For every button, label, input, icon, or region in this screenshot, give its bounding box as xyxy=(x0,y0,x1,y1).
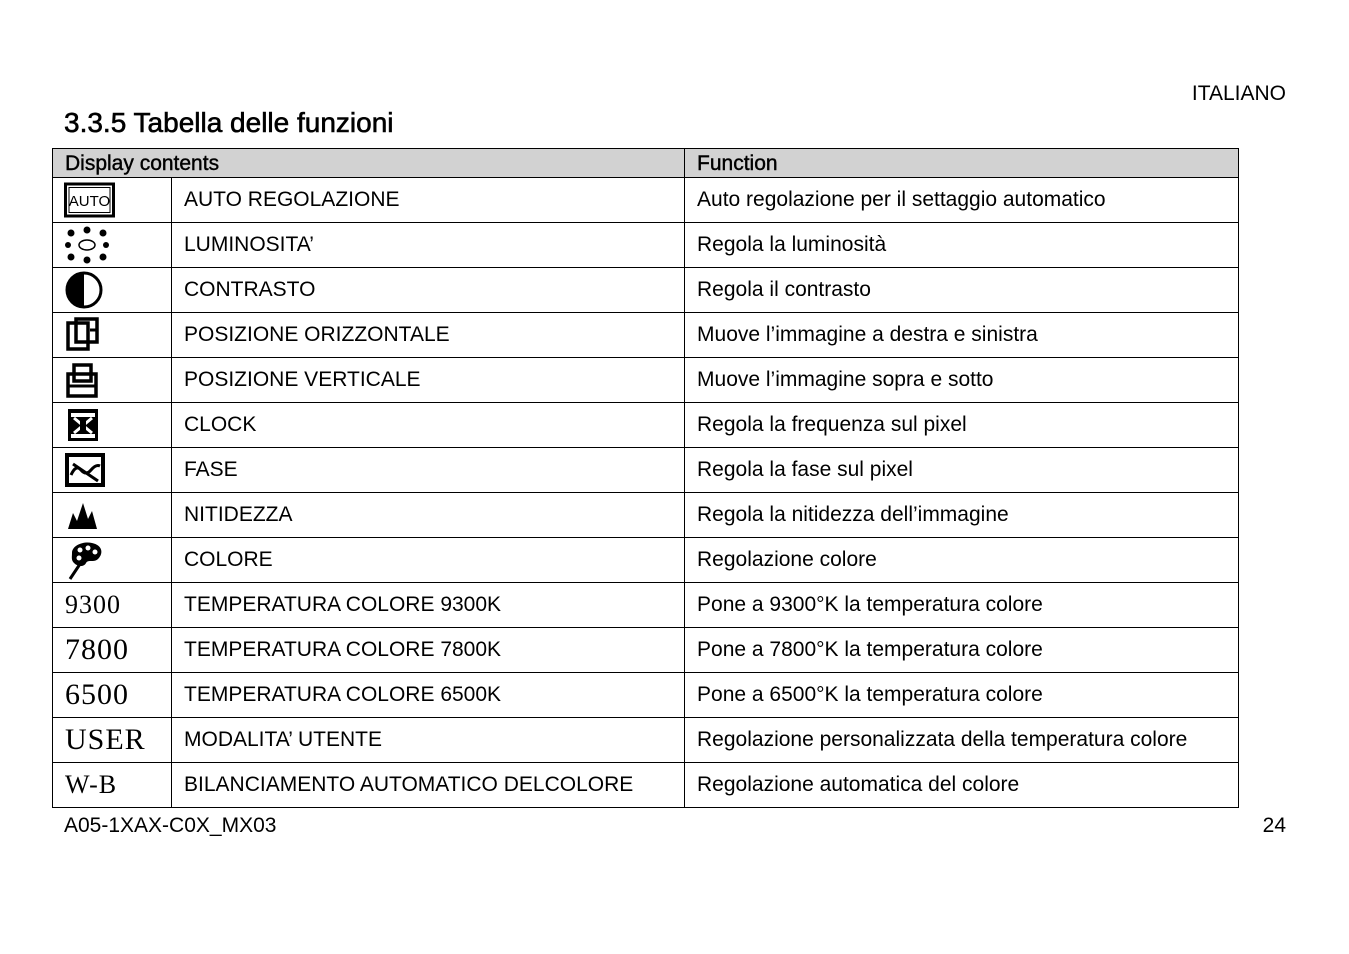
icon-cell xyxy=(53,403,172,448)
horizontal-position-icon xyxy=(64,315,104,355)
table-row xyxy=(53,538,1239,583)
page-number: 24 xyxy=(1262,814,1286,837)
row-name: COLORE xyxy=(172,538,685,583)
table-row xyxy=(53,268,1239,313)
row-function: Regola il contrasto xyxy=(685,268,1239,313)
row-function: Muove l’immagine a destra e sinistra xyxy=(685,313,1239,358)
table-row xyxy=(53,448,1239,493)
table-row xyxy=(53,178,1239,223)
row-function: Muove l’immagine sopra e sotto xyxy=(685,358,1239,403)
row-function: Regola la frequenza sul pixel xyxy=(685,403,1239,448)
row-name: LUMINOSITA’ xyxy=(172,223,685,268)
icon-cell xyxy=(53,178,172,223)
row-name: POSIZIONE VERTICALE xyxy=(172,358,685,403)
contrast-icon xyxy=(64,270,104,310)
row-name: TEMPERATURA COLORE 7800K xyxy=(172,628,685,673)
clock-icon xyxy=(64,405,104,445)
icon-cell xyxy=(53,313,172,358)
icon-label-6500: 6500 xyxy=(53,673,172,718)
table-row xyxy=(53,358,1239,403)
column-header-display: Display contents xyxy=(53,149,685,178)
vertical-position-icon xyxy=(64,360,104,400)
row-name: AUTO REGOLAZIONE xyxy=(172,178,685,223)
row-name: CLOCK xyxy=(172,403,685,448)
table-row xyxy=(53,223,1239,268)
row-function: Pone a 6500°K la temperatura colore xyxy=(685,673,1239,718)
icon-cell xyxy=(53,358,172,403)
column-header-function: Function xyxy=(685,149,1239,178)
row-function: Regola la luminosità xyxy=(685,223,1239,268)
icon-label-user: USER xyxy=(53,718,172,763)
row-function: Regolazione automatica del colore xyxy=(685,763,1239,808)
row-name: CONTRASTO xyxy=(172,268,685,313)
icon-cell xyxy=(53,538,172,583)
row-name: NITIDEZZA xyxy=(172,493,685,538)
row-function: Auto regolazione per il settaggio automatico xyxy=(685,178,1239,223)
language-label: ITALIANO xyxy=(1191,82,1286,105)
table-row xyxy=(53,583,1239,628)
icon-label-wb: W-B xyxy=(53,763,172,808)
function-table xyxy=(52,148,1239,808)
icon-cell xyxy=(53,448,172,493)
row-function: Regola la nitidezza dell’immagine xyxy=(685,493,1239,538)
row-function: Regolazione personalizzata della temperatura colore xyxy=(685,718,1239,763)
row-function: Regolazione colore xyxy=(685,538,1239,583)
auto-icon xyxy=(64,182,116,218)
document-id: A05-1XAX-C0X_MX03 xyxy=(64,814,277,837)
row-name: TEMPERATURA COLORE 9300K xyxy=(172,583,685,628)
row-name: MODALITA’ UTENTE xyxy=(172,718,685,763)
brightness-icon xyxy=(64,225,110,265)
table-row xyxy=(53,763,1239,808)
row-name: FASE xyxy=(172,448,685,493)
svg-text:AUTO: AUTO xyxy=(68,193,111,210)
phase-icon xyxy=(64,450,106,490)
icon-cell xyxy=(53,223,172,268)
row-function: Regola la fase sul pixel xyxy=(685,448,1239,493)
table-row xyxy=(53,313,1239,358)
row-name: BILANCIAMENTO AUTOMATICO DELCOLORE xyxy=(172,763,685,808)
sharpness-icon xyxy=(64,495,104,535)
color-palette-icon xyxy=(64,539,106,581)
icon-cell xyxy=(53,268,172,313)
table-row xyxy=(53,718,1239,763)
table-row xyxy=(53,673,1239,718)
icon-cell xyxy=(53,493,172,538)
icon-label-7800: 7800 xyxy=(53,628,172,673)
table-row xyxy=(53,493,1239,538)
table-row xyxy=(53,628,1239,673)
row-name: POSIZIONE ORIZZONTALE xyxy=(172,313,685,358)
icon-label-9300: 9300 xyxy=(53,583,172,628)
table-header-row xyxy=(53,149,1239,178)
section-title: 3.3.5 Tabella delle funzioni xyxy=(64,107,394,138)
table-row xyxy=(53,403,1239,448)
row-function: Pone a 9300°K la temperatura colore xyxy=(685,583,1239,628)
row-name: TEMPERATURA COLORE 6500K xyxy=(172,673,685,718)
row-function: Pone a 7800°K la temperatura colore xyxy=(685,628,1239,673)
